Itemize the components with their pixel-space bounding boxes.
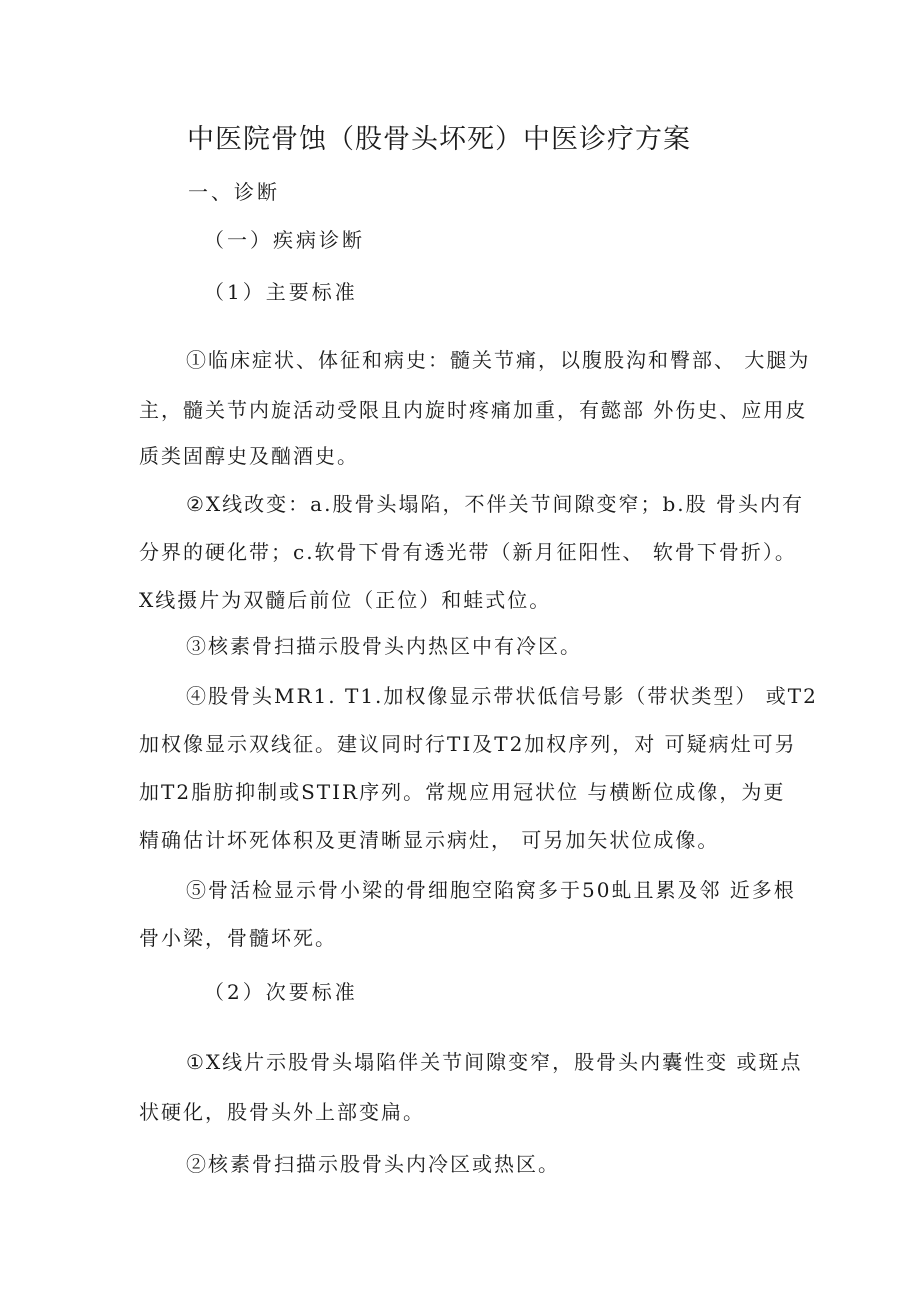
subsection-heading-disease-diagnosis: （一）疾病诊断 bbox=[204, 228, 365, 252]
major-criterion-4-line-2: 加权像显示双线征。建议同时行TI及T2加权序列，对 可疑病灶可另 bbox=[139, 732, 797, 756]
minor-criterion-2-line-1: ②核素骨扫描示股骨头内冷区或热区。 bbox=[186, 1152, 560, 1176]
section-heading-diagnosis: 一、诊断 bbox=[188, 180, 280, 204]
major-criterion-1-line-1: ①临床症状、体征和病史：髓关节痛，以腹股沟和臀部、 大腿为 bbox=[186, 348, 811, 372]
document-title: 中医院骨蚀（股骨头坏死）中医诊疗方案 bbox=[187, 124, 691, 155]
major-criterion-5-line-1: ⑤骨活检显示骨小梁的骨细胞空陷窝多于50虬且累及邻 近多根 bbox=[186, 878, 796, 902]
major-criterion-2-line-2: 分界的硬化带；c.软骨下骨有透光带（新月征阳性、 软骨下骨折）。 bbox=[139, 540, 797, 564]
major-criterion-3-line-1: ③核素骨扫描示股骨头内热区中有冷区。 bbox=[186, 634, 582, 658]
major-criterion-1-line-3: 质类固醇史及酗酒史。 bbox=[139, 444, 359, 468]
major-criterion-2-line-1: ②X线改变：a.股骨头塌陷，不伴关节间隙变窄；b.股 骨头内有 bbox=[186, 492, 804, 516]
major-criterion-1-line-2: 主，髓关节内旋活动受限且内旋时疼痛加重，有懿部 外伤史、应用皮 bbox=[139, 398, 808, 422]
minor-criterion-1-line-2: 状硬化，股骨头外上部变扁。 bbox=[139, 1100, 425, 1124]
major-criterion-4-line-4: 精确估计坏死体积及更清晰显示病灶， 可另加矢状位成像。 bbox=[139, 828, 720, 852]
major-criterion-4-line-3: 加T2脂肪抑制或STIR序列。常规应用冠状位 与横断位成像，为更 bbox=[139, 780, 786, 804]
minor-criteria-heading: （2）次要标准 bbox=[204, 980, 358, 1004]
major-criterion-4-line-1: ④股骨头MR1. T1.加权像显示带状低信号影（带状类型） 或T2 bbox=[186, 684, 818, 708]
major-criteria-heading: （1）主要标准 bbox=[204, 280, 358, 304]
major-criterion-5-line-2: 骨小梁，骨髓坏死。 bbox=[139, 926, 337, 950]
minor-criterion-1-line-1: ①X线片示股骨头塌陷伴关节间隙变窄，股骨头内囊性变 或斑点 bbox=[186, 1050, 803, 1074]
major-criterion-2-line-3: X线摄片为双髓后前位（正位）和蛙式位。 bbox=[139, 588, 552, 612]
